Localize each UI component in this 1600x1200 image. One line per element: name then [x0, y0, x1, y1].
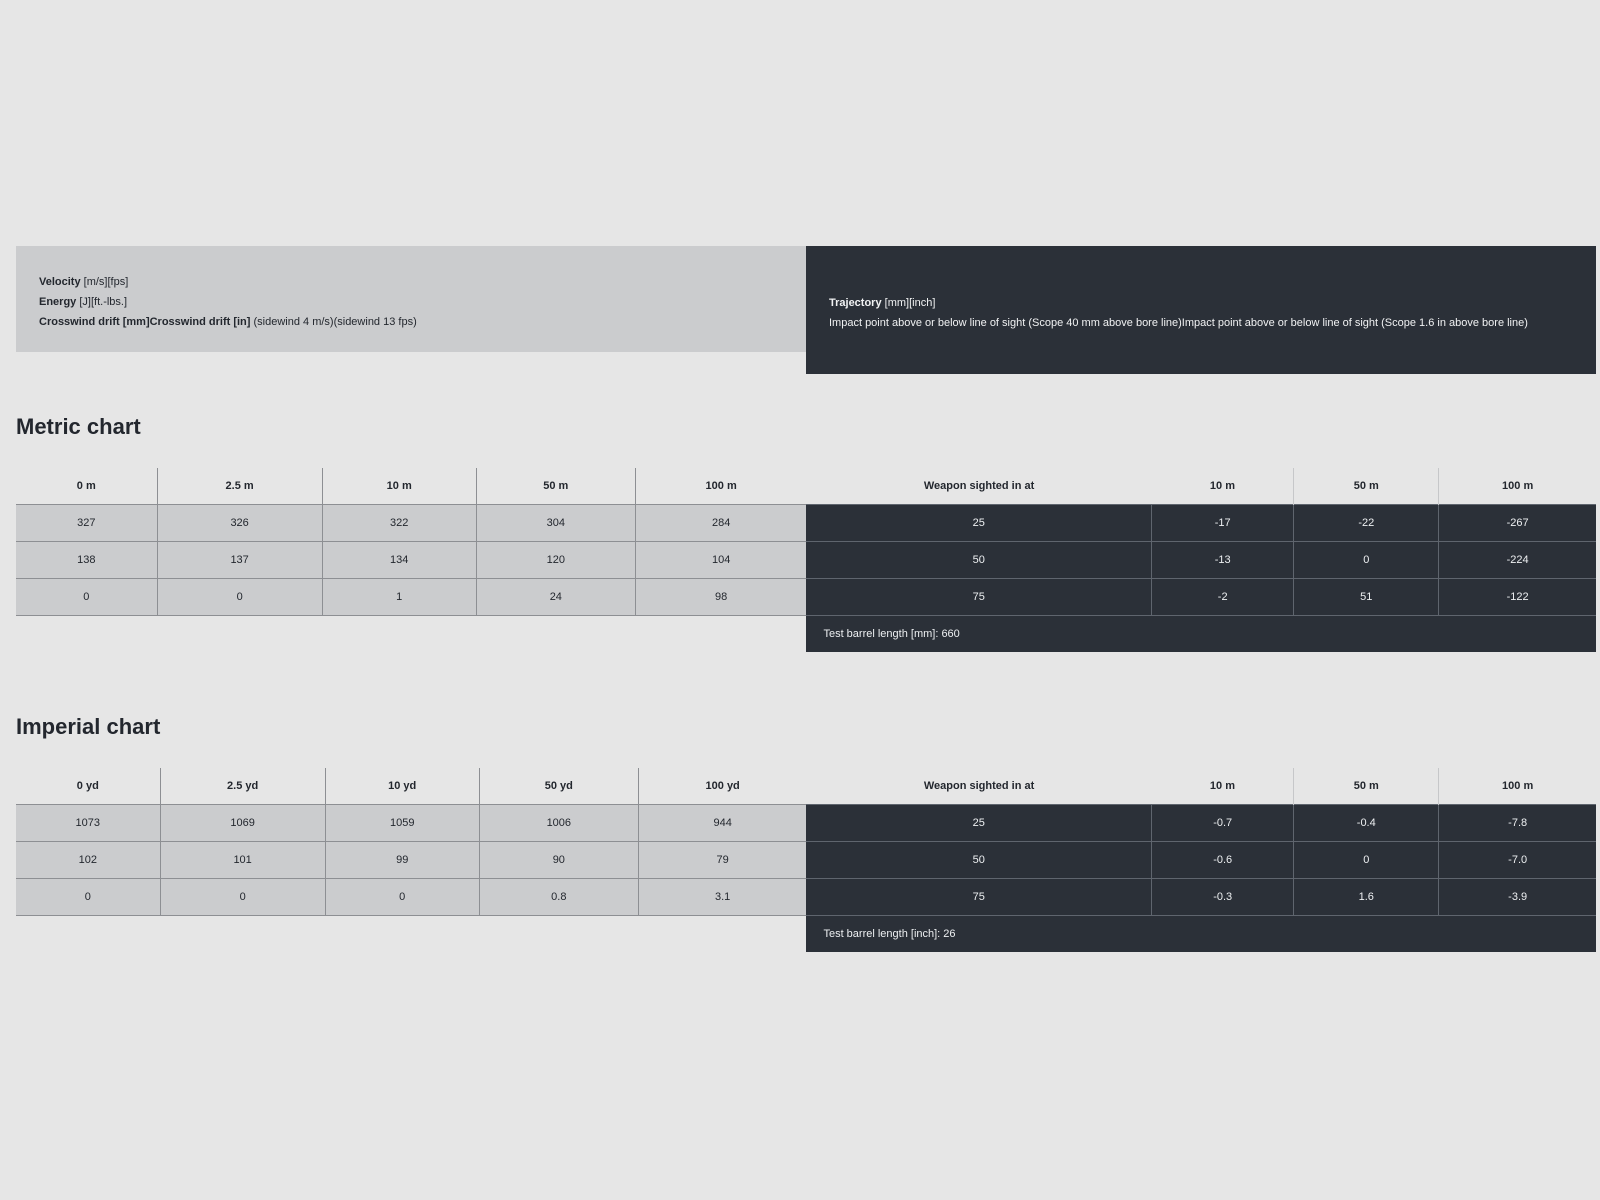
- footer-spacer: [16, 916, 806, 953]
- trajectory-cell: -2: [1152, 579, 1294, 616]
- trajectory-cell: -0.4: [1294, 805, 1439, 842]
- ballistics-cell: 24: [476, 579, 635, 616]
- trajectory-cell: -22: [1294, 505, 1439, 542]
- ballistics-cell: 104: [635, 542, 806, 579]
- trajectory-label: Trajectory: [829, 297, 882, 309]
- trajectory-distance-header: 100 m: [1439, 768, 1596, 805]
- sighted-in-cell: 50: [806, 842, 1151, 879]
- ballistics-cell: 90: [479, 842, 638, 879]
- energy-label: Energy: [39, 296, 77, 308]
- header-row: [16, 768, 1596, 805]
- trajectory-cell: -13: [1152, 542, 1294, 579]
- table-row: [16, 879, 1596, 916]
- trajectory-distance-header: 100 m: [1439, 468, 1596, 505]
- ballistics-cell: 1006: [479, 805, 638, 842]
- distance-header: 10 m: [322, 468, 476, 505]
- sighted-in-cell: 50: [806, 542, 1151, 579]
- barrel-length-note: Test barrel length [inch]: 26: [806, 916, 1596, 953]
- imperial-chart-table: [16, 768, 1596, 952]
- sighted-in-cell: 75: [806, 579, 1151, 616]
- ballistics-cell: 98: [635, 579, 806, 616]
- ballistics-cell: 0: [325, 879, 479, 916]
- distance-header: 2.5 m: [157, 468, 322, 505]
- ballistics-cell: 138: [16, 542, 157, 579]
- ballistics-cell: 322: [322, 505, 476, 542]
- ballistics-cell: 134: [322, 542, 476, 579]
- ballistics-cell: 0.8: [479, 879, 638, 916]
- ballistics-cell: 79: [638, 842, 806, 879]
- ballistics-cell: 0: [16, 879, 160, 916]
- trajectory-distance-header: 50 m: [1294, 468, 1439, 505]
- table-row: [16, 579, 1596, 616]
- velocity-label: Velocity: [39, 276, 81, 288]
- trajectory-cell: -7.8: [1439, 805, 1596, 842]
- sighted-in-cell: 75: [806, 879, 1151, 916]
- ballistics-cell: 304: [476, 505, 635, 542]
- table-row: [16, 542, 1596, 579]
- ballistics-cell: 1073: [16, 805, 160, 842]
- trajectory-cell: 1.6: [1294, 879, 1439, 916]
- ballistics-cell: 327: [16, 505, 157, 542]
- ballistics-cell: 1059: [325, 805, 479, 842]
- footer-row: [16, 916, 1596, 953]
- distance-header: 10 yd: [325, 768, 479, 805]
- distance-header: 100 yd: [638, 768, 806, 805]
- distance-header: 2.5 yd: [160, 768, 325, 805]
- header-row: [16, 468, 1596, 505]
- trajectory-note: Impact point above or below line of sight (Scope 40 mm above bore line)Impact point above or below line of sight (Scope 1.6 in above bore line): [829, 317, 1528, 329]
- footer-row: [16, 616, 1596, 653]
- ballistics-cell: 1: [322, 579, 476, 616]
- sighted-in-header: Weapon sighted in at: [923, 480, 1035, 492]
- ballistics-cell: 102: [16, 842, 160, 879]
- ballistics-cell: 101: [160, 842, 325, 879]
- trajectory-cell: -0.6: [1152, 842, 1294, 879]
- trajectory-cell: 51: [1294, 579, 1439, 616]
- trajectory-cell: -267: [1439, 505, 1596, 542]
- table-row: [16, 842, 1596, 879]
- ballistics-cell: 1069: [160, 805, 325, 842]
- ballistics-cell: 137: [157, 542, 322, 579]
- table-row: [16, 505, 1596, 542]
- legend-trajectory: [806, 246, 1596, 374]
- legend-ballistics: [16, 246, 806, 352]
- ballistics-cell: 99: [325, 842, 479, 879]
- sighted-in-cell: 25: [806, 505, 1151, 542]
- legend-drift: [39, 312, 783, 332]
- ballistics-cell: 0: [16, 579, 157, 616]
- trajectory-cell: -0.7: [1152, 805, 1294, 842]
- ballistics-cell: 0: [160, 879, 325, 916]
- ballistics-cell: 3.1: [638, 879, 806, 916]
- trajectory-cell: -122: [1439, 579, 1596, 616]
- ballistics-cell: 284: [635, 505, 806, 542]
- sighted-in-header: Weapon sighted in at: [923, 780, 1035, 792]
- legend-trajectory-title: [829, 293, 1573, 313]
- trajectory-distance-header: 10 m: [1209, 480, 1235, 492]
- legend-velocity: [39, 272, 783, 292]
- energy-units: [J][ft.-lbs.]: [76, 296, 128, 308]
- distance-header: 100 m: [635, 468, 806, 505]
- trajectory-distance-header: 10 m: [1209, 780, 1235, 792]
- velocity-units: [m/s][fps]: [80, 276, 129, 288]
- metric-chart-table: [16, 468, 1596, 652]
- trajectory-cell: -3.9: [1439, 879, 1596, 916]
- ballistics-cell: 944: [638, 805, 806, 842]
- distance-header: 0 yd: [76, 780, 99, 792]
- legend: [16, 246, 1596, 374]
- barrel-length-note: Test barrel length [mm]: 660: [806, 616, 1596, 653]
- legend-energy: [39, 292, 783, 312]
- distance-header: 0 m: [76, 480, 96, 492]
- imperial-chart-title: Imperial chart: [16, 714, 161, 739]
- drift-label: Crosswind drift [mm]Crosswind drift [in]: [39, 316, 251, 328]
- trajectory-cell: -7.0: [1439, 842, 1596, 879]
- footer-spacer: [16, 616, 806, 653]
- ballistics-cell: 0: [157, 579, 322, 616]
- drift-note: (sidewind 4 m/s)(sidewind 13 fps): [250, 316, 417, 328]
- distance-header: 50 m: [476, 468, 635, 505]
- table-row: [16, 805, 1596, 842]
- ballistics-cell: 326: [157, 505, 322, 542]
- trajectory-cell: 0: [1294, 842, 1439, 879]
- distance-header: 50 yd: [479, 768, 638, 805]
- trajectory-distance-header: 50 m: [1294, 768, 1439, 805]
- trajectory-units: [mm][inch]: [881, 297, 936, 309]
- trajectory-cell: 0: [1294, 542, 1439, 579]
- sighted-in-cell: 25: [806, 805, 1151, 842]
- ballistics-cell: 120: [476, 542, 635, 579]
- trajectory-cell: -17: [1152, 505, 1294, 542]
- trajectory-cell: -0.3: [1152, 879, 1294, 916]
- trajectory-cell: -224: [1439, 542, 1596, 579]
- metric-chart-title: Metric chart: [16, 414, 141, 439]
